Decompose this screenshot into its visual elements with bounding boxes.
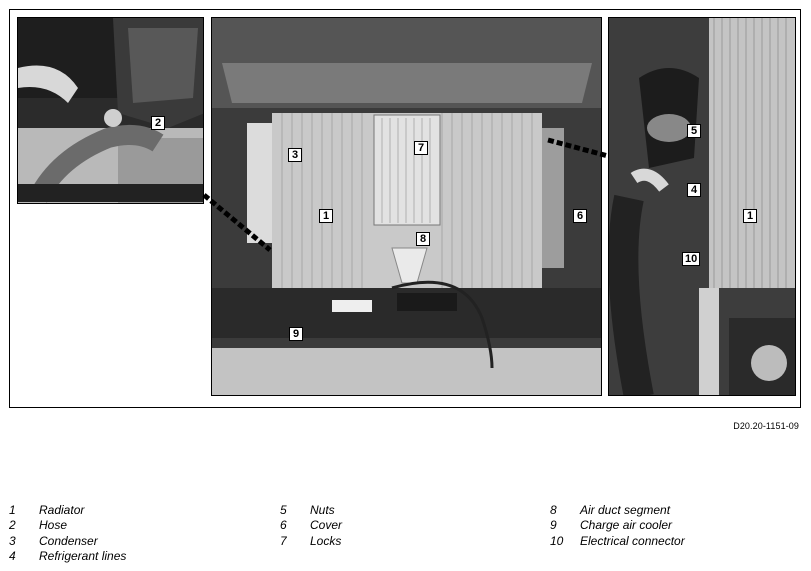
legend-number: 5 (280, 503, 287, 517)
figure-id: D20.20-1151-09 (733, 421, 799, 431)
legend-number: 8 (550, 503, 557, 517)
callout-right-1: 4 (687, 183, 701, 197)
callout-center-1: 1 (319, 209, 333, 223)
legend-number: 4 (9, 549, 16, 563)
legend-number: 2 (9, 518, 16, 532)
legend-label: Charge air cooler (580, 518, 673, 532)
legend-number: 10 (550, 534, 564, 548)
legend-number: 9 (550, 518, 557, 532)
legend-label: Radiator (39, 503, 85, 517)
callout-right-0: 5 (687, 124, 701, 138)
legend-number: 7 (280, 534, 287, 548)
callout-center-3: 6 (573, 209, 587, 223)
legend-label: Refrigerant lines (39, 549, 127, 563)
legend-label: Nuts (310, 503, 335, 517)
callout-right-2: 1 (743, 209, 757, 223)
callout-center-0: 3 (288, 148, 302, 162)
callout-center-4: 8 (416, 232, 430, 246)
legend-number: 1 (9, 503, 16, 517)
callout-center-2: 7 (414, 141, 428, 155)
legend-label: Electrical connector (580, 534, 685, 548)
legend-label: Air duct segment (580, 503, 671, 517)
legend-label: Cover (310, 518, 343, 532)
legend-label: Locks (310, 534, 342, 548)
callout-left-0: 2 (151, 116, 165, 130)
legend-number: 3 (9, 534, 16, 548)
callout-right-3: 10 (682, 252, 700, 266)
legend-label: Hose (39, 518, 68, 532)
callout-center-5: 9 (289, 327, 303, 341)
legend-number: 6 (280, 518, 287, 532)
legend-label: Condenser (39, 534, 98, 548)
